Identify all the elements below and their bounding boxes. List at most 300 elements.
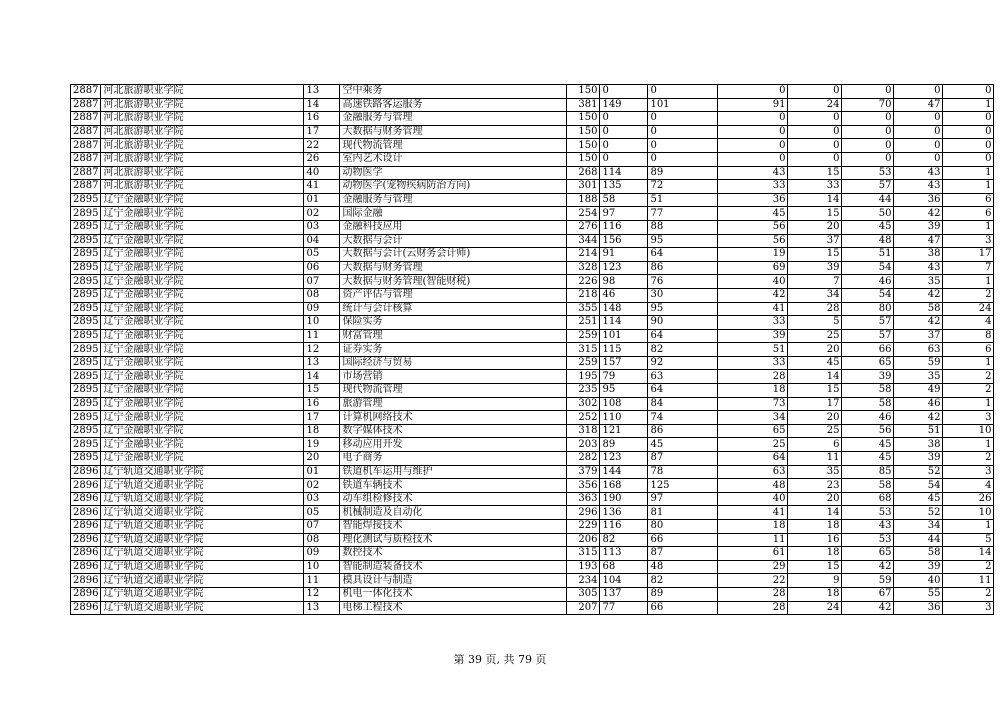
cell-col-7: 0 [648,125,718,139]
cell-school-name: 辽宁轨道交通职业学院 [101,601,304,615]
cell-school-name: 河北旅游职业学院 [101,112,304,126]
cell-col-9: 0 [788,125,842,139]
cell-school-name: 辽宁金融职业学院 [101,452,304,466]
cell-col-12: 0 [943,152,994,166]
cell-col-6: 95 [600,384,648,398]
cell-col-11: 42 [894,316,943,330]
cell-plan-count: 259 [567,329,600,343]
cell-col-9: 0 [788,112,842,126]
cell-col-8: 43 [718,166,788,180]
cell-col-10: 53 [842,533,894,547]
cell-col-7: 0 [648,112,718,126]
cell-col-12: 2 [943,587,994,601]
cell-col-8: 69 [718,261,788,275]
cell-col-6: 0 [600,112,648,126]
cell-col-7: 64 [648,384,718,398]
cell-col-11: 54 [894,479,943,493]
cell-plan-count: 302 [567,397,600,411]
cell-plan-count: 379 [567,465,600,479]
cell-plan-count: 259 [567,356,600,370]
cell-col-9: 15 [788,248,842,262]
cell-col-11: 43 [894,166,943,180]
cell-col-9: 45 [788,356,842,370]
cell-col-6: 97 [600,207,648,221]
cell-major-code: 22 [304,139,340,153]
cell-major-name: 资产评估与管理 [340,288,567,302]
cell-col-10: 39 [842,370,894,384]
cell-col-7: 125 [648,479,718,493]
cell-major-code: 09 [304,302,340,316]
cell-col-11: 47 [894,234,943,248]
cell-col-6: 149 [600,98,648,112]
cell-major-code: 10 [304,316,340,330]
cell-col-9: 14 [788,193,842,207]
cell-col-9: 24 [788,601,842,615]
cell-school-name: 辽宁金融职业学院 [101,424,304,438]
cell-col-7: 72 [648,180,718,194]
cell-col-9: 7 [788,275,842,289]
cell-col-11: 42 [894,207,943,221]
cell-major-name: 市场营销 [340,370,567,384]
cell-col-8: 40 [718,492,788,506]
cell-major-code: 05 [304,506,340,520]
cell-col-10: 59 [842,574,894,588]
cell-col-9: 18 [788,520,842,534]
cell-col-8: 56 [718,234,788,248]
page-footer: 第 39 页, 共 79 页 [453,653,547,666]
cell-col-10: 54 [842,288,894,302]
cell-major-name: 大数据与会计(云财务会计师) [340,248,567,262]
cell-col-8: 19 [718,248,788,262]
cell-col-11: 51 [894,424,943,438]
cell-school-name: 辽宁金融职业学院 [101,438,304,452]
cell-school-name: 辽宁轨道交通职业学院 [101,465,304,479]
cell-col-7: 80 [648,520,718,534]
cell-major-code: 02 [304,479,340,493]
cell-major-code: 06 [304,261,340,275]
cell-col-8: 64 [718,452,788,466]
cell-major-name: 大数据与财务管理 [340,125,567,139]
cell-school-name: 河北旅游职业学院 [101,139,304,153]
cell-col-12: 10 [943,506,994,520]
cell-col-11: 0 [894,152,943,166]
cell-col-12: 14 [943,547,994,561]
table-body [71,85,994,615]
cell-col-6: 82 [600,533,648,547]
cell-school-code: 2895 [71,316,101,330]
cell-plan-count: 234 [567,574,600,588]
cell-col-12: 2 [943,452,994,466]
cell-col-10: 57 [842,180,894,194]
table-row [71,261,994,275]
cell-col-7: 76 [648,275,718,289]
table-row [71,85,994,99]
cell-col-10: 56 [842,424,894,438]
cell-col-12: 7 [943,261,994,275]
cell-col-10: 65 [842,547,894,561]
cell-plan-count: 150 [567,125,600,139]
cell-col-7: 0 [648,85,718,99]
cell-col-8: 65 [718,424,788,438]
cell-major-code: 16 [304,112,340,126]
cell-col-12: 3 [943,234,994,248]
table-row [71,329,994,343]
cell-major-name: 空中乘务 [340,85,567,99]
cell-col-8: 33 [718,180,788,194]
cell-major-name: 旅游管理 [340,397,567,411]
cell-col-8: 0 [718,125,788,139]
cell-col-11: 38 [894,438,943,452]
cell-plan-count: 344 [567,234,600,248]
cell-col-11: 46 [894,397,943,411]
cell-col-6: 46 [600,288,648,302]
cell-col-10: 0 [842,112,894,126]
cell-major-code: 41 [304,180,340,194]
cell-school-name: 辽宁金融职业学院 [101,288,304,302]
cell-col-8: 48 [718,479,788,493]
cell-col-7: 88 [648,220,718,234]
cell-col-11: 43 [894,180,943,194]
cell-col-10: 45 [842,220,894,234]
cell-col-9: 16 [788,533,842,547]
cell-col-7: 74 [648,411,718,425]
cell-col-8: 91 [718,98,788,112]
cell-col-6: 91 [600,248,648,262]
cell-school-code: 2887 [71,152,101,166]
cell-col-8: 42 [718,288,788,302]
cell-major-code: 08 [304,533,340,547]
cell-col-10: 65 [842,356,894,370]
cell-school-code: 2895 [71,384,101,398]
cell-school-code: 2896 [71,560,101,574]
cell-col-11: 43 [894,261,943,275]
table-row [71,479,994,493]
cell-col-6: 110 [600,411,648,425]
cell-col-12: 8 [943,329,994,343]
cell-col-12: 17 [943,248,994,262]
cell-plan-count: 252 [567,411,600,425]
cell-major-code: 03 [304,220,340,234]
cell-school-code: 2895 [71,424,101,438]
cell-col-6: 144 [600,465,648,479]
cell-col-10: 0 [842,85,894,99]
cell-col-9: 9 [788,574,842,588]
cell-major-name: 电子商务 [340,452,567,466]
cell-school-name: 辽宁金融职业学院 [101,397,304,411]
cell-plan-count: 150 [567,139,600,153]
cell-school-name: 辽宁金融职业学院 [101,329,304,343]
table-row [71,275,994,289]
table-row [71,152,994,166]
cell-col-12: 1 [943,220,994,234]
table-row [71,220,994,234]
cell-school-code: 2895 [71,411,101,425]
cell-major-code: 03 [304,492,340,506]
cell-major-code: 19 [304,438,340,452]
cell-col-6: 104 [600,574,648,588]
cell-col-9: 35 [788,465,842,479]
cell-plan-count: 235 [567,384,600,398]
cell-major-code: 26 [304,152,340,166]
cell-col-9: 5 [788,316,842,330]
cell-school-name: 辽宁轨道交通职业学院 [101,560,304,574]
cell-plan-count: 301 [567,180,600,194]
cell-col-11: 0 [894,112,943,126]
cell-school-name: 辽宁金融职业学院 [101,370,304,384]
cell-col-6: 168 [600,479,648,493]
table-row [71,248,994,262]
cell-major-name: 国际金融 [340,207,567,221]
cell-major-name: 高速铁路客运服务 [340,98,567,112]
cell-school-code: 2896 [71,506,101,520]
cell-col-7: 95 [648,302,718,316]
cell-col-11: 52 [894,506,943,520]
table-row [71,506,994,520]
cell-school-name: 辽宁轨道交通职业学院 [101,492,304,506]
cell-col-6: 115 [600,343,648,357]
cell-col-11: 59 [894,356,943,370]
cell-school-code: 2895 [71,261,101,275]
cell-col-8: 28 [718,370,788,384]
cell-school-code: 2895 [71,302,101,316]
cell-col-10: 54 [842,261,894,275]
cell-col-10: 50 [842,207,894,221]
cell-school-code: 2895 [71,397,101,411]
cell-col-12: 1 [943,166,994,180]
cell-col-12: 2 [943,560,994,574]
cell-col-11: 0 [894,125,943,139]
cell-col-7: 78 [648,465,718,479]
cell-col-6: 79 [600,370,648,384]
cell-col-9: 20 [788,411,842,425]
table-row [71,520,994,534]
cell-col-9: 25 [788,424,842,438]
cell-col-7: 92 [648,356,718,370]
cell-col-10: 58 [842,384,894,398]
cell-major-code: 16 [304,397,340,411]
cell-plan-count: 315 [567,343,600,357]
table-row [71,492,994,506]
table-row [71,370,994,384]
table-row [71,139,994,153]
cell-col-8: 18 [718,384,788,398]
cell-col-12: 6 [943,193,994,207]
table-row [71,316,994,330]
cell-col-10: 42 [842,601,894,615]
cell-col-6: 157 [600,356,648,370]
cell-col-7: 0 [648,139,718,153]
table-row [71,587,994,601]
cell-major-code: 13 [304,85,340,99]
cell-col-9: 20 [788,492,842,506]
cell-school-code: 2896 [71,547,101,561]
cell-major-name: 金融服务与管理 [340,193,567,207]
cell-major-code: 11 [304,329,340,343]
cell-major-name: 电梯工程技术 [340,601,567,615]
cell-school-name: 辽宁轨道交通职业学院 [101,587,304,601]
table-row [71,193,994,207]
cell-school-code: 2895 [71,248,101,262]
cell-col-8: 22 [718,574,788,588]
cell-major-name: 动车组检修技术 [340,492,567,506]
table-row [71,234,994,248]
cell-major-code: 14 [304,370,340,384]
cell-major-code: 12 [304,587,340,601]
cell-col-10: 67 [842,587,894,601]
cell-school-name: 河北旅游职业学院 [101,125,304,139]
cell-col-7: 89 [648,587,718,601]
cell-col-9: 0 [788,152,842,166]
cell-col-10: 58 [842,479,894,493]
cell-school-code: 2887 [71,112,101,126]
cell-col-7: 101 [648,98,718,112]
table-row [71,343,994,357]
cell-col-9: 15 [788,384,842,398]
cell-col-7: 95 [648,234,718,248]
cell-col-9: 14 [788,370,842,384]
cell-col-7: 97 [648,492,718,506]
cell-major-name: 机电一体化技术 [340,587,567,601]
cell-col-9: 15 [788,166,842,180]
cell-major-name: 计算机网络技术 [340,411,567,425]
cell-col-11: 39 [894,220,943,234]
cell-col-8: 40 [718,275,788,289]
cell-col-11: 38 [894,248,943,262]
cell-col-12: 1 [943,275,994,289]
cell-col-10: 51 [842,248,894,262]
cell-col-8: 33 [718,356,788,370]
cell-school-name: 辽宁金融职业学院 [101,220,304,234]
cell-school-name: 河北旅游职业学院 [101,152,304,166]
cell-col-6: 123 [600,452,648,466]
cell-major-code: 04 [304,234,340,248]
cell-col-9: 14 [788,506,842,520]
cell-major-code: 12 [304,343,340,357]
cell-col-6: 0 [600,152,648,166]
cell-plan-count: 363 [567,492,600,506]
cell-col-11: 58 [894,547,943,561]
cell-col-11: 44 [894,533,943,547]
cell-major-name: 大数据与会计 [340,234,567,248]
cell-col-12: 3 [943,601,994,615]
cell-col-12: 24 [943,302,994,316]
cell-col-11: 0 [894,139,943,153]
cell-col-7: 48 [648,560,718,574]
cell-col-6: 135 [600,180,648,194]
cell-col-12: 6 [943,343,994,357]
cell-col-9: 18 [788,587,842,601]
cell-major-name: 金融科技应用 [340,220,567,234]
cell-col-6: 0 [600,85,648,99]
cell-col-6: 156 [600,234,648,248]
table-row [71,424,994,438]
cell-col-9: 23 [788,479,842,493]
cell-school-code: 2895 [71,234,101,248]
cell-col-10: 48 [842,234,894,248]
cell-col-9: 0 [788,139,842,153]
cell-col-6: 77 [600,601,648,615]
cell-col-10: 45 [842,452,894,466]
cell-col-8: 36 [718,193,788,207]
cell-major-code: 01 [304,465,340,479]
cell-major-name: 铁道机车运用与维护 [340,465,567,479]
cell-col-8: 28 [718,587,788,601]
cell-col-9: 20 [788,220,842,234]
cell-col-11: 45 [894,492,943,506]
cell-school-code: 2887 [71,180,101,194]
cell-major-name: 国际经济与贸易 [340,356,567,370]
cell-col-9: 11 [788,452,842,466]
cell-school-code: 2895 [71,275,101,289]
cell-col-8: 0 [718,152,788,166]
cell-school-code: 2896 [71,520,101,534]
cell-school-code: 2896 [71,601,101,615]
cell-col-10: 57 [842,329,894,343]
cell-col-8: 73 [718,397,788,411]
cell-col-7: 81 [648,506,718,520]
cell-col-7: 64 [648,248,718,262]
cell-major-code: 09 [304,547,340,561]
cell-major-name: 现代物流管理 [340,384,567,398]
cell-col-7: 64 [648,329,718,343]
cell-col-11: 52 [894,465,943,479]
cell-major-name: 移动应用开发 [340,438,567,452]
cell-school-name: 河北旅游职业学院 [101,180,304,194]
cell-col-8: 11 [718,533,788,547]
cell-school-code: 2887 [71,98,101,112]
cell-school-code: 2895 [71,329,101,343]
cell-col-9: 15 [788,207,842,221]
cell-major-code: 15 [304,384,340,398]
cell-col-11: 42 [894,411,943,425]
cell-col-10: 58 [842,397,894,411]
cell-col-11: 35 [894,275,943,289]
cell-col-12: 1 [943,180,994,194]
cell-major-name: 财富管理 [340,329,567,343]
cell-col-9: 15 [788,560,842,574]
cell-col-9: 33 [788,180,842,194]
cell-col-12: 2 [943,370,994,384]
table-row [71,98,994,112]
cell-col-11: 34 [894,520,943,534]
cell-school-code: 2887 [71,125,101,139]
cell-col-12: 2 [943,384,994,398]
cell-school-name: 辽宁金融职业学院 [101,207,304,221]
cell-col-6: 114 [600,166,648,180]
cell-major-name: 铁道车辆技术 [340,479,567,493]
cell-col-8: 18 [718,520,788,534]
cell-col-7: 66 [648,601,718,615]
cell-major-name: 数字媒体技术 [340,424,567,438]
cell-col-10: 80 [842,302,894,316]
cell-col-8: 41 [718,302,788,316]
cell-col-9: 37 [788,234,842,248]
cell-col-10: 46 [842,411,894,425]
cell-col-6: 137 [600,587,648,601]
cell-col-11: 39 [894,452,943,466]
cell-col-8: 28 [718,601,788,615]
cell-col-6: 123 [600,261,648,275]
cell-plan-count: 296 [567,506,600,520]
cell-school-code: 2895 [71,288,101,302]
cell-col-12: 26 [943,492,994,506]
cell-school-code: 2887 [71,139,101,153]
cell-col-6: 113 [600,547,648,561]
table-row [71,180,994,194]
cell-plan-count: 315 [567,547,600,561]
table-row [71,452,994,466]
cell-major-code: 05 [304,248,340,262]
